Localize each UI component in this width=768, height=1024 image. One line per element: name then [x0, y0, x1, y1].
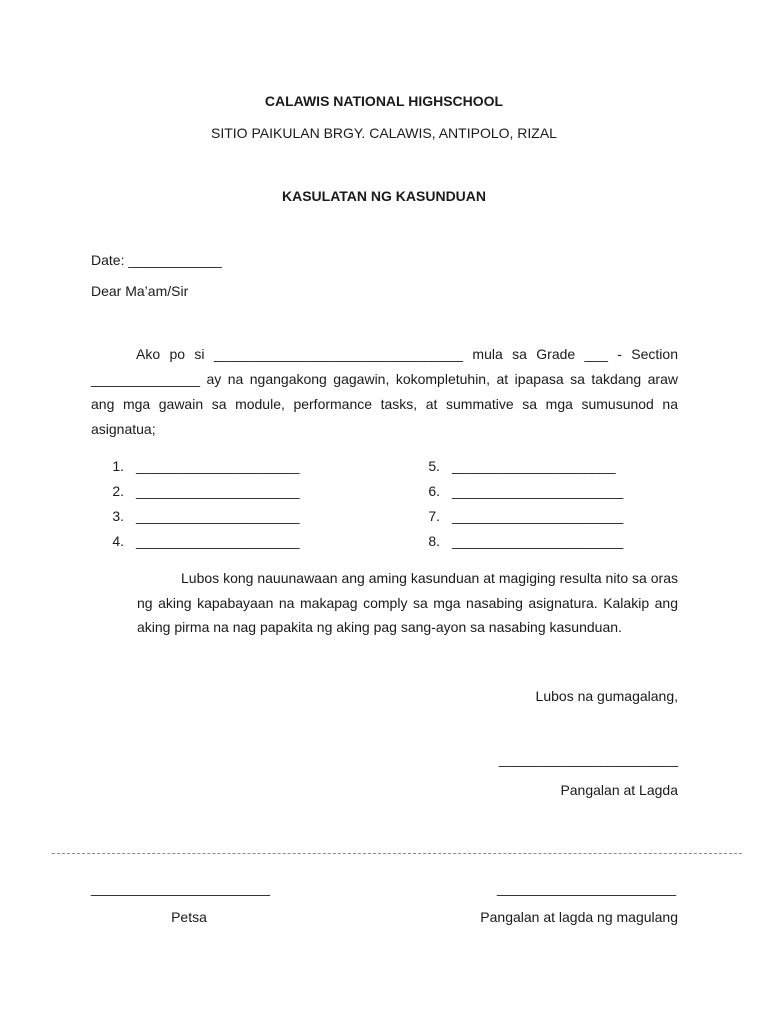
list-blank: ______________________ [452, 533, 624, 549]
list-item [418, 458, 616, 474]
paragraph1-line1: Ako po si ________________________________ mula sa Grade ___ - Section [136, 346, 678, 362]
date-signature-line: _______________________ [91, 880, 271, 896]
salutation: Dear Ma’am/Sir [91, 283, 189, 299]
signature-line: _______________________ [498, 751, 678, 767]
list-blank: _____________________ [136, 508, 300, 524]
list-number: 1. [112, 458, 124, 474]
list-number: 5. [428, 458, 440, 474]
school-address: SITIO PAIKULAN BRGY. CALAWIS, ANTIPOLO, RIZAL [211, 125, 557, 141]
closing: Lubos na gumagalang, [535, 688, 678, 704]
school-name: CALAWIS NATIONAL HIGHSCHOOL [264, 93, 504, 109]
paragraph1-line3: ang mga gawain sa module, performance tasks, at summative sa mga sumusunod na [91, 396, 678, 412]
parent-label: Pangalan at lagda ng magulang [480, 909, 678, 925]
paragraph2-line2: ng aking kapabayaan na makapag comply sa mga nasabing asignatura. Kalakip ang [137, 595, 678, 611]
document-title: KASULATAN NG KASUNDUAN [281, 188, 487, 204]
list-item [102, 458, 300, 474]
list-blank: ______________________ [452, 483, 624, 499]
list-number: 3. [112, 508, 124, 524]
list-blank: _____________________ [136, 458, 300, 474]
list-item [418, 533, 623, 549]
list-blank: ______________________ [452, 508, 624, 524]
list-item [102, 533, 300, 549]
paragraph2-line1: Lubos kong nauunawaan ang aming kasunduan at magiging resulta nito sa oras [181, 570, 678, 586]
list-number: 8. [428, 533, 440, 549]
date-line: Date: ____________ [91, 252, 222, 268]
date-label: Petsa [171, 909, 207, 925]
list-item [418, 508, 623, 524]
list-number: 4. [112, 533, 124, 549]
cut-line [52, 853, 742, 854]
list-blank: _____________________ [136, 533, 300, 549]
list-blank: _____________________ [136, 483, 300, 499]
paragraph1-line4: asignatua; [91, 421, 156, 437]
parent-signature-line: _______________________ [497, 880, 677, 896]
list-number: 7. [428, 508, 440, 524]
list-number: 6. [428, 483, 440, 499]
list-blank: _____________________ [452, 458, 616, 474]
paragraph1-line2: ______________ ay na ngangakong gagawin, kokompletuhin, at ipapasa sa takdang araw [91, 371, 678, 387]
signature-label: Pangalan at Lagda [560, 782, 678, 798]
list-item [102, 483, 300, 499]
list-item [418, 483, 623, 499]
list-number: 2. [112, 483, 124, 499]
paragraph2-line3: aking pirma na nag papakita ng aking pag sang-ayon sa nasabing kasunduan. [137, 619, 622, 635]
list-item [102, 508, 300, 524]
